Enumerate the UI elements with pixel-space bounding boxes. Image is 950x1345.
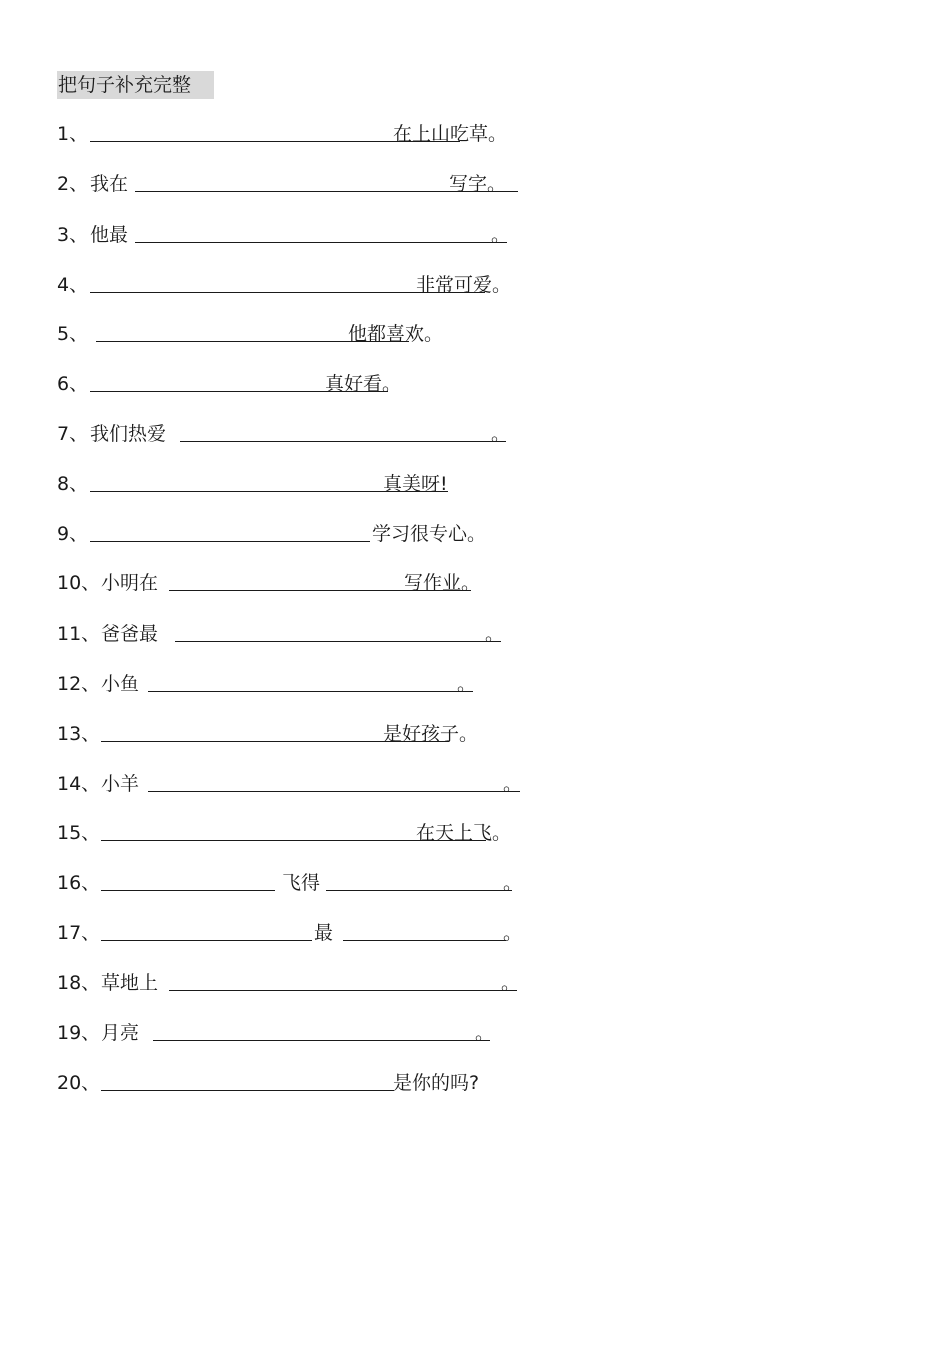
item-number: 3、 bbox=[57, 224, 89, 246]
sentence-start: 他最 bbox=[90, 224, 129, 246]
sentence-start: 爸爸最 bbox=[101, 623, 159, 645]
item-number: 17、 bbox=[57, 922, 101, 944]
sentence-end: 写字。 bbox=[449, 173, 507, 195]
item-number: 1、 bbox=[57, 123, 89, 145]
sentence-end: 在上山吃草。 bbox=[393, 123, 508, 145]
sentence-start: 草地上 bbox=[101, 972, 159, 994]
sentence-end: 他都喜欢。 bbox=[348, 323, 444, 345]
answer-blank[interactable] bbox=[153, 1040, 490, 1041]
sentence-end: 真好看。 bbox=[325, 373, 402, 395]
item-number: 6、 bbox=[57, 373, 89, 395]
sentence-end: 真美呀! bbox=[383, 473, 448, 495]
sentence-middle: 飞得 bbox=[282, 872, 321, 894]
answer-blank[interactable] bbox=[343, 940, 506, 941]
item-number: 13、 bbox=[57, 723, 101, 745]
sentence-start: 月亮 bbox=[101, 1022, 140, 1044]
item-number: 16、 bbox=[57, 872, 101, 894]
answer-blank[interactable] bbox=[101, 890, 275, 891]
item-number: 12、 bbox=[57, 673, 101, 695]
item-number: 14、 bbox=[57, 773, 101, 795]
item-number: 10、 bbox=[57, 572, 101, 594]
item-number: 8、 bbox=[57, 473, 89, 495]
sentence-end: 。 bbox=[475, 1022, 495, 1044]
sentence-start: 小羊 bbox=[101, 773, 140, 795]
answer-blank[interactable] bbox=[148, 791, 520, 792]
sentence-end: 。 bbox=[457, 673, 477, 695]
sentence-end: 是你的吗? bbox=[393, 1072, 480, 1094]
item-number: 9、 bbox=[57, 523, 89, 545]
sentence-end: 是好孩子。 bbox=[383, 723, 479, 745]
sentence-start: 我在 bbox=[90, 173, 129, 195]
sentence-end: 。 bbox=[491, 224, 511, 246]
answer-blank[interactable] bbox=[169, 990, 517, 991]
sentence-end: 非常可爱。 bbox=[416, 274, 512, 296]
answer-blank[interactable] bbox=[101, 1090, 394, 1091]
item-number: 19、 bbox=[57, 1022, 101, 1044]
answer-blank[interactable] bbox=[180, 441, 506, 442]
item-number: 4、 bbox=[57, 274, 89, 296]
item-number: 7、 bbox=[57, 423, 89, 445]
answer-blank[interactable] bbox=[326, 890, 512, 891]
answer-blank[interactable] bbox=[175, 641, 501, 642]
item-number: 15、 bbox=[57, 822, 101, 844]
item-number: 20、 bbox=[57, 1072, 101, 1094]
sentence-end: 。 bbox=[485, 623, 505, 645]
answer-blank[interactable] bbox=[148, 691, 473, 692]
answer-blank[interactable] bbox=[135, 242, 507, 243]
sentence-end: 。 bbox=[503, 872, 523, 894]
sentence-start: 小明在 bbox=[101, 572, 159, 594]
sentence-start: 我们热爱 bbox=[90, 423, 167, 445]
item-number: 5、 bbox=[57, 323, 89, 345]
sentence-end: 。 bbox=[503, 773, 523, 795]
sentence-end: 。 bbox=[503, 922, 523, 944]
sentence-start: 小鱼 bbox=[101, 673, 140, 695]
sentence-end: 。 bbox=[501, 972, 521, 994]
item-number: 2、 bbox=[57, 173, 89, 195]
answer-blank[interactable] bbox=[90, 541, 370, 542]
sentence-end: 学习很专心。 bbox=[372, 523, 487, 545]
item-number: 18、 bbox=[57, 972, 101, 994]
worksheet-title: 把句子补充完整 bbox=[57, 71, 214, 99]
answer-blank[interactable] bbox=[101, 940, 312, 941]
sentence-end: 在天上飞。 bbox=[416, 822, 512, 844]
sentence-middle: 最 bbox=[314, 922, 334, 944]
item-number: 11、 bbox=[57, 623, 101, 645]
sentence-end: 写作业。 bbox=[404, 572, 481, 594]
sentence-end: 。 bbox=[491, 423, 511, 445]
